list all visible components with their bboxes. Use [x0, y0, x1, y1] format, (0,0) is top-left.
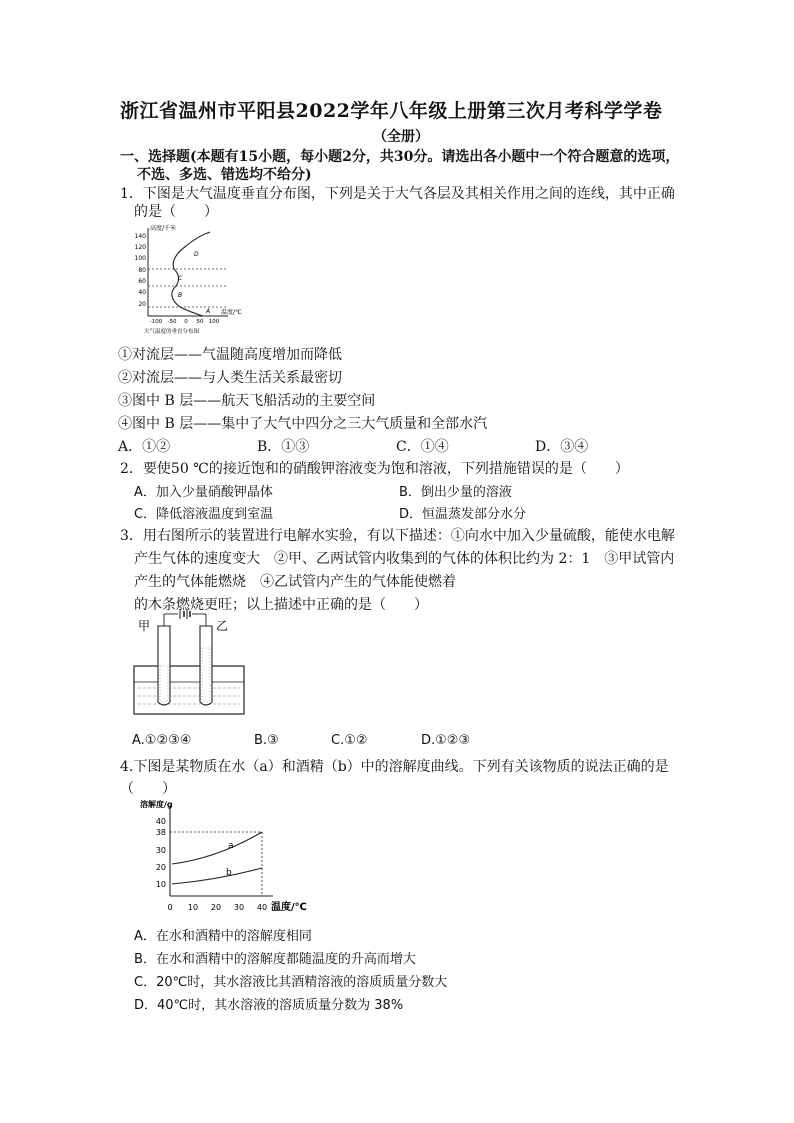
q1-statement-2: ②对流层——与人类生活关系最密切	[118, 370, 342, 386]
curve-a-label: a	[228, 841, 234, 851]
svg-text:30: 30	[155, 846, 166, 855]
electrolysis-apparatus	[128, 608, 250, 718]
svg-text:40: 40	[256, 903, 268, 912]
layer-d-label: D	[194, 251, 199, 258]
q1-option-c[interactable]: C．①④	[396, 439, 449, 455]
q1-option-d[interactable]: D．③④	[535, 439, 589, 455]
svg-text:38: 38	[155, 828, 166, 837]
section-heading: 一、选择题(本题有15小题，每小题2分，共30分。请选出各小题中一个符合题意的选项，	[120, 149, 680, 165]
svg-text:60: 60	[138, 278, 146, 285]
layer-b-label: B	[178, 292, 183, 299]
svg-text:120: 120	[134, 244, 146, 251]
q3-stem: 3．用右图所示的装置进行电解水实验，有以下描述：①向水中加入少量硫酸，能使水电解	[120, 528, 675, 544]
y-axis-label: 溶解度/g	[140, 800, 173, 809]
q3-stem-cont-1: 产生气体的速度变大 ②甲、乙两试管内收集到的气体的体积比约为 2：1 ③甲试管内	[134, 551, 675, 567]
page-subtitle: （全册）	[373, 129, 429, 145]
svg-text:-50: -50	[167, 319, 177, 325]
tube-label-jia: 甲	[138, 619, 151, 633]
q2-option-b[interactable]: B．倒出少量的溶液	[399, 485, 512, 500]
svg-text:40: 40	[138, 289, 146, 296]
q2-option-a[interactable]: A．加入少量硝酸钾晶体	[134, 485, 273, 500]
q3-option-a[interactable]: A.①②③④	[132, 733, 192, 748]
solubility-chart	[138, 798, 318, 920]
page-title: 浙江省温州市平阳县2022学年八年级上册第三次月考科学学卷	[120, 100, 663, 122]
svg-text:20: 20	[155, 863, 166, 872]
q3-stem-cont-2: 产生的气体能燃烧 ④乙试管内产生的气体能使燃着	[134, 574, 456, 590]
svg-text:0: 0	[167, 903, 173, 912]
q3-stem-cont-3: 的木条燃烧更旺；以上描述中正确的是（ ）	[134, 597, 428, 613]
q1-stem-cont: 的是（ ）	[134, 204, 218, 220]
q4-stem-cont: （ ）	[120, 781, 176, 797]
svg-text:50: 50	[196, 319, 204, 325]
y-axis-label: 高度/千米	[150, 225, 177, 232]
q1-stem: 1．下图是大气温度垂直分布图，下列是关于大气各层及其相关作用之间的连线，其中正确	[120, 186, 675, 202]
q2-stem: 2．要使50 ℃的接近饱和的硝酸钾溶液变为饱和溶液，下列措施错误的是（ ）	[120, 461, 629, 477]
svg-text:30: 30	[233, 903, 245, 912]
q4-option-a[interactable]: A．在水和酒精中的溶解度相同	[134, 929, 312, 944]
tube-label-yi: 乙	[216, 619, 229, 633]
q1-statement-4: ④图中 B 层——集中了大气中四分之三大气质量和全部水汽	[118, 416, 488, 432]
svg-text:100: 100	[134, 255, 146, 262]
svg-text:100: 100	[208, 319, 220, 325]
x-axis-label: 温度/℃	[221, 309, 242, 316]
q3-option-c[interactable]: C.①②	[331, 733, 368, 748]
section-heading-cont: 不选、多选、错选均不给分)	[137, 167, 312, 183]
svg-text:20: 20	[210, 903, 222, 912]
svg-text:10: 10	[187, 903, 199, 912]
q3-option-b[interactable]: B.③	[254, 733, 279, 748]
chart-caption: 大气温度的垂直分布图	[144, 329, 200, 335]
q4-option-d[interactable]: D．40℃时，其水溶液的溶质质量分数为 38%	[134, 998, 404, 1013]
q1-option-b[interactable]: B．①③	[257, 439, 310, 455]
q1-statement-1: ①对流层——气温随高度增加而降低	[118, 347, 342, 363]
layer-a-label: A	[206, 308, 211, 315]
q4-stem: 4.下图是某物质在水（a）和酒精（b）中的溶解度曲线。下列有关该物质的说法正确的是	[120, 759, 669, 775]
q4-option-c[interactable]: C．20℃时，其水溶液比其酒精溶液的溶质质量分数大	[134, 975, 448, 990]
q4-option-b[interactable]: B．在水和酒精中的溶解度都随温度的升高而增大	[134, 952, 416, 967]
svg-text:40: 40	[155, 817, 166, 826]
layer-c-label: C	[178, 275, 183, 282]
svg-text:-100: -100	[149, 319, 163, 325]
q1-statement-3: ③图中 B 层——航天飞船活动的主要空间	[118, 393, 376, 409]
q3-option-d[interactable]: D.①②③	[421, 733, 471, 748]
svg-text:0: 0	[184, 319, 188, 325]
atmosphere-temperature-chart	[128, 220, 278, 338]
x-axis-label: 温度/℃	[271, 902, 307, 913]
svg-text:20: 20	[138, 301, 146, 308]
svg-text:140: 140	[134, 233, 146, 240]
svg-text:80: 80	[138, 267, 146, 274]
q2-option-d[interactable]: D．恒温蒸发部分水分	[399, 507, 527, 522]
curve-b-label: b	[226, 868, 232, 878]
q1-option-a[interactable]: A．①②	[118, 439, 171, 455]
svg-text:10: 10	[155, 880, 166, 889]
q2-option-c[interactable]: C．降低溶液温度到室温	[134, 507, 274, 522]
